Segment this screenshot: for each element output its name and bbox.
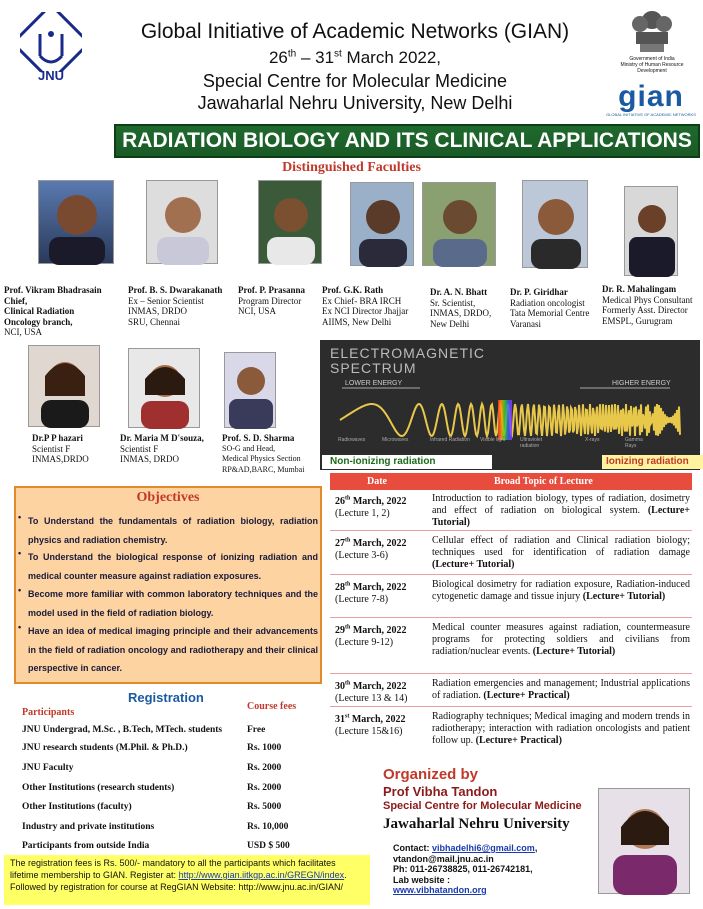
reg-fee: Rs. 2000	[247, 783, 282, 793]
venue-line-2: Jawaharlal Nehru University, New Delhi	[197, 93, 513, 113]
gov-text: Government of India Ministry of Human Resource Development	[620, 56, 684, 74]
jnu-logo	[20, 12, 82, 92]
reg-fee: Rs. 10,000	[247, 822, 289, 832]
objective-item: Have an idea of medical imaging principle and their advancements in the field of radiation oncology and radiotherapy and their clinical perspective in cancer.	[28, 626, 318, 673]
objective-item: To Understand the fundamentals of radiation biology, radiation physics and radiation chemistry.	[28, 516, 318, 545]
schedule-date: 29th March, 2022 (Lecture 9-12)	[335, 625, 407, 649]
schedule-topic: Radiography techniques; Medical imaging and modern trends in radiotherapy; interaction with radiation oncologists and patient follow up. (Lecture+ Practical)	[432, 711, 690, 746]
spectrum-title: ELECTROMAGNETIC SPECTRUM	[330, 345, 486, 376]
faculty-photo	[146, 180, 218, 264]
website-link[interactable]: www.vibhatandon.org	[393, 885, 487, 895]
faculty-photo	[28, 345, 100, 427]
schedule-date: 28th March, 2022 (Lecture 7-8)	[335, 582, 407, 606]
gian-register-link[interactable]: http://www.gian.iitkgp.ac.in/GREGN/index	[178, 870, 345, 880]
faculty-photo	[624, 186, 678, 276]
participants-heading: Participants	[22, 707, 75, 718]
faculty-photo	[38, 180, 114, 264]
schedule-topic: Medical counter measures against radiation, countermeasure programs for protecting soldiers and civilians from radiation/nuclear events. (Lecture+ Tutorial)	[432, 622, 690, 657]
phone: Ph: 011-26738825, 011-26742181,	[393, 864, 533, 874]
objectives-title: Objectives	[136, 490, 200, 505]
faculty-info: Dr. A. N. Bhatt Sr. Scientist, INMAS, DRDO, New Delhi	[430, 287, 492, 329]
reg-fee: USD $ 500	[247, 841, 290, 851]
reg-participant: JNU Undergrad, M.Sc. , B.Tech, MTech. students	[22, 725, 223, 735]
bullet-icon: •	[18, 585, 22, 595]
divider	[330, 673, 692, 674]
faculty-info: Dr. P. Giridhar Radiation oncologist Tata Memorial Centre Varanasi	[510, 287, 590, 329]
schedule-date: 27th March, 2022 (Lecture 3-6)	[335, 538, 407, 562]
schedule-topic: Cellular effect of radiation and Clinical radiation biology; techniques used for identification of radiation damage (Lecture+ Tutorial)	[432, 535, 690, 570]
objective-item: To Understand the biological response of ionizing radiation and medical counter measure against radiation exposures.	[28, 552, 318, 581]
fees-heading: Course fees	[247, 701, 297, 712]
faculty-photo	[522, 180, 588, 268]
header-venue	[90, 70, 620, 114]
faculty-photo	[128, 348, 200, 428]
registration-title: Registration	[128, 690, 204, 705]
faculty-info: Prof. Vikram Bhadrasain Chief, Clinical Radiation Oncology branch, NCI, USA	[4, 285, 102, 337]
organizer-dept: Special Centre for Molecular Medicine	[383, 800, 582, 812]
higher-energy-label: HIGHER ENERGY	[612, 380, 671, 387]
reg-participant: Other Institutions (research students)	[22, 783, 175, 793]
reg-fee: Rs. 5000	[247, 802, 282, 812]
contact-block: Contact: vibhadelhi6@gmail.com, vtandon@mail.jnu.ac.in Ph: 011-26738825, 011-26742181, Lab website : www.vibhatandon.org	[393, 843, 538, 895]
bullet-icon: •	[18, 548, 22, 558]
divider	[330, 574, 692, 575]
ionizing-label: Ionizing radiation	[602, 455, 703, 469]
bullet-icon: •	[18, 622, 22, 632]
faculties-heading: Distinguished Faculties	[282, 160, 421, 175]
venue-line-1: Special Centre for Molecular Medicine	[202, 71, 508, 91]
faculty-photo	[422, 182, 496, 266]
faculty-info: Prof. P. Prasanna Program Director NCI, USA	[238, 285, 306, 316]
faculty-info: Dr. R. Mahalingam Medical Phys Consultant Formerly Asst. Director EMSPL, Gurugram	[602, 284, 693, 326]
schedule-topic: Radiation emergencies and management; Industrial applications of radiation. (Lecture+ Practical)	[432, 678, 690, 701]
reg-participant: Industry and private institutions	[22, 822, 155, 832]
schedule-date: 31st March, 2022 (Lecture 15&16)	[335, 714, 406, 738]
organizer-photo	[598, 788, 690, 894]
faculty-info: Prof. B. S. Dwarakanath Ex – Senior Scientist INMAS, DRDO SRU, Chennai	[128, 285, 223, 327]
reg-participant: JNU Faculty	[22, 763, 74, 773]
reg-participant: Participants from outside India	[22, 841, 150, 851]
faculty-photo	[224, 352, 276, 428]
schedule-date: 30th March, 2022 (Lecture 13 & 14)	[335, 681, 408, 705]
organized-by: Organized by	[383, 766, 479, 783]
jnu-logo-text: JNU	[37, 68, 64, 83]
divider	[330, 706, 692, 707]
website-label: Lab website :	[393, 874, 451, 885]
title-banner: RADIATION BIOLOGY AND ITS CLINICAL APPLICATIONS	[114, 124, 700, 158]
schedule-col-topic: Broad Topic of Lecture	[494, 476, 593, 487]
organizer-univ: Jawaharlal Nehru University	[383, 816, 570, 832]
divider	[330, 617, 692, 618]
email-2: vtandon@mail.jnu.ac.in	[393, 853, 494, 864]
objective-item: Become more familiar with common laboratory techniques and the model used in the field of radiation biology.	[28, 589, 318, 618]
gian-logo: gian GLOBAL INITIATIVE OF ACADEMIC NETWORKS	[606, 80, 696, 117]
reg-fee: Rs. 2000	[247, 763, 282, 773]
schedule-topic: Biological dosimetry for radiation exposure, Radiation-induced cytogenetic damage and tissue injury (Lecture+ Tutorial)	[432, 579, 690, 602]
faculty-info: Prof. S. D. Sharma SO-G and Head, Medical Physics Section RP&AD,BARC, Mumbai	[222, 433, 305, 474]
schedule-col-date: Date	[367, 476, 387, 487]
faculty-info: Dr. Maria M D'souza, Scientist F INMAS, DRDO	[120, 433, 204, 464]
header-title: Global Initiative of Academic Networks (GIAN)	[140, 20, 570, 43]
reg-participant: Other Institutions (faculty)	[22, 802, 132, 812]
lower-energy-label: LOWER ENERGY	[345, 380, 403, 387]
schedule-topic: Introduction to radiation biology, types of radiation, dosimetry and effect of radiation on biological system. (Lecture+ Tutorial)	[432, 493, 690, 528]
faculty-info: Dr.P P hazari Scientist F INMAS,DRDO	[32, 433, 89, 464]
registration-note: The registration fees is Rs. 500/- mandatory to all the participants which facilitates lifetime membership to GIAN. Register at: http://www.gian.iitkgp.ac.in/GREGN/index. Followed by registration for course at RegGIAN Website: http://www.jnu.ac.in/GIAN/	[4, 855, 370, 905]
schedule-date: 26th March, 2022 (Lecture 1, 2)	[335, 496, 407, 520]
organizer-name: Prof Vibha Tandon	[383, 784, 498, 799]
divider	[330, 530, 692, 531]
reg-fee: Free	[247, 725, 266, 735]
faculty-photo	[350, 182, 414, 266]
header-dates: 26th – 31st March 2022,	[268, 48, 442, 67]
faculty-info: Prof. G.K. Rath Ex Chief- BRA IRCH Ex NCI Director Jhajjar AIIMS, New Delhi	[322, 285, 409, 327]
reg-fee: Rs. 1000	[247, 743, 282, 753]
email-link[interactable]: vibhadelhi6@gmail.com	[432, 843, 535, 853]
faculty-photo	[258, 180, 322, 264]
bullet-icon: •	[18, 512, 22, 522]
reg-participant: JNU research students (M.Phil. & Ph.D.)	[22, 743, 188, 753]
non-ionizing-label: Non-ionizing radiation	[322, 455, 492, 469]
